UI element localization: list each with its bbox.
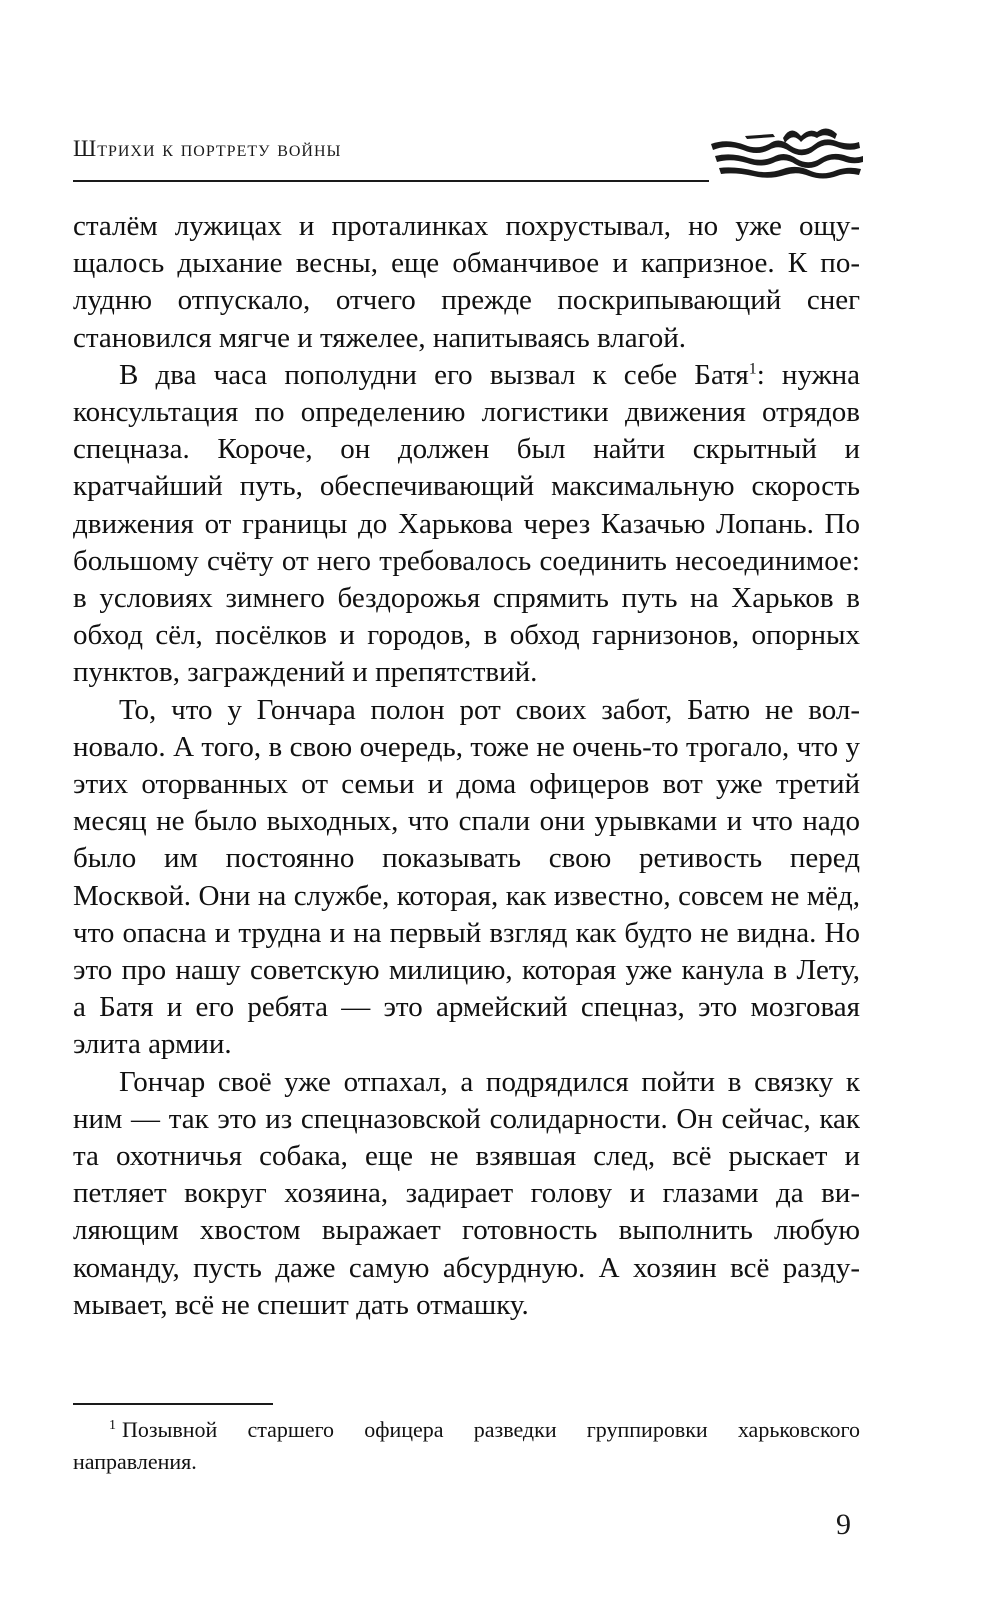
header-rule xyxy=(73,180,709,182)
brush-stroke-ornament-icon xyxy=(705,114,865,184)
footnote xyxy=(73,1414,860,1478)
footnote-reference-mark: 1 xyxy=(748,360,757,378)
running-header xyxy=(73,126,873,186)
footnote-number: 1 xyxy=(109,1417,116,1433)
paragraph-3: То, что у Гончара полон рот своих забот, Батю не волновало. А того, в свою очередь, тоже не очень-то трогало, что у этих оторванных от семьи и дома офицеров вот уже третий месяц не было выходных, что спали они урывками и что надо было им постоянно показывать свою ретивость перед Москвой. Они на службе, которая, как известно, совсем не мёд, что опасна и трудна и на первый взгляд как будто не видна. Но это про нашу советскую милицию, которая уже канула в Лету, а Батя и его ребята — это армейский спецназ, это мозговая элита армии. xyxy=(73,693,860,1061)
paragraph-1: сталём лужицах и проталинках похрустывал, но уже ощущалось дыхание весны, еще обманчивое и капризное. К полудню отпускало, отчего прежде поскрипывающий снег становился мягче и тяжелее, напитываясь влагой. xyxy=(73,210,860,354)
footnote-separator xyxy=(73,1403,273,1405)
paragraph-2 xyxy=(73,357,860,692)
paragraph-4: Гончар своё уже отпахал, а подрядился пойти в связку к ним — так это из спецназовской солидарности. Он сейчас, как та охотничья собака, еще не взявшая след, всё рыскает и петляет вокруг хозяина, задирает голову и глазами да виляющим хвостом выражает готовность выполнить любую команду, пусть даже самую абсурдную. А хозяин всё раздумывает, всё не спешит дать отмашку. xyxy=(73,1065,860,1321)
running-header-title: Штрихи к портрету войны xyxy=(73,136,342,161)
paragraph-2-text-after: : нужна консультация по определению логистики движения отрядов спецназа. Короче, он должен был найти скрытный и кратчайший путь, обеспечивающий максимальную скорость движения от границы до Харькова через Казачью Лопань. По большому счёту от него требовалось соединить несоединимое: в условиях зимнего бездорожья спрямить путь на Харьков в обход сёл, посёлков и городов, в обход гарнизонов, опорных пунктов, заграждений и препятствий. xyxy=(73,358,860,689)
body-text xyxy=(73,208,860,1324)
paragraph-2-text-before: В два часа пополудни его вызвал к себе Батя xyxy=(119,358,749,391)
footnote-text: Позывной старшего офицера разведки группировки харьковского направления. xyxy=(73,1417,860,1474)
page-number: 9 xyxy=(836,1508,851,1541)
